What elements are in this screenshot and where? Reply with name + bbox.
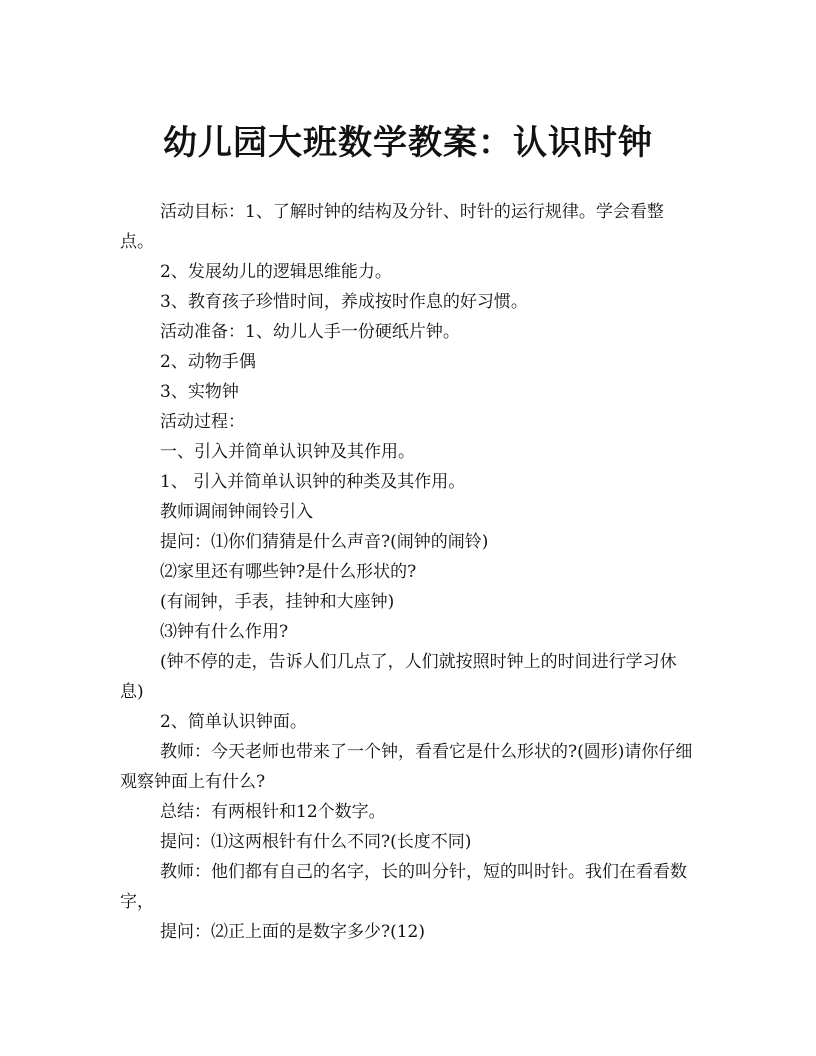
paragraph-summary: 总结：有两根针和12个数字。	[160, 802, 386, 822]
paragraph-preparation: 活动准备：1、幼儿人手一份硬纸片钟。	[160, 322, 460, 342]
paragraph-question-3: ⑶钟有什么作用?	[160, 622, 289, 642]
paragraph-objective-3: 3、教育孩子珍惜时间，养成按时作息的好习惯。	[160, 292, 528, 312]
paragraph-process-heading: 活动过程：	[160, 412, 245, 432]
paragraph-answer-2: (有闹钟，手表，挂钟和大座钟)	[160, 592, 395, 612]
paragraph-step-2: 2、简单认识钟面。	[160, 712, 307, 732]
paragraph-section-1: 一、引入并简单认识钟及其作用。	[160, 442, 415, 462]
paragraph-teacher-names: 教师：他们都有自己的名字，长的叫分针，短的叫时针。我们在看看数字，	[120, 862, 687, 912]
paragraph-question-hands: 提问：⑴这两根针有什么不同?(长度不同)	[160, 832, 472, 852]
paragraph-answer-3: (钟不停的走，告诉人们几点了，人们就按照时钟上的时间进行学习休息)	[120, 652, 677, 702]
document-body	[120, 197, 696, 947]
document-title: 幼儿园大班数学教案：认识时钟	[163, 122, 653, 163]
paragraph-objective-2: 2、发展幼儿的逻辑思维能力。	[160, 262, 392, 282]
paragraph-preparation-3: 3、实物钟	[160, 382, 239, 402]
paragraph-teacher-clock: 教师：今天老师也带来了一个钟，看看它是什么形状的?(圆形)请你仔细观察钟面上有什么?	[120, 742, 693, 792]
paragraph-objectives: 活动目标：1、了解时钟的结构及分针、时针的运行规律。学会看整点。	[120, 202, 664, 252]
paragraph-question-1: 提问：⑴你们猜猜是什么声音?(闹钟的闹铃)	[160, 532, 489, 552]
paragraph-step-1: 1、 引入并简单认识钟的种类及其作用。	[160, 472, 466, 492]
paragraph-alarm-intro: 教师调闹钟闹铃引入	[160, 502, 313, 522]
paragraph-preparation-2: 2、动物手偶	[160, 352, 256, 372]
paragraph-question-top-number: 提问：⑵正上面的是数字多少?(12)	[160, 922, 426, 942]
paragraph-question-2: ⑵家里还有哪些钟?是什么形状的?	[160, 562, 417, 582]
